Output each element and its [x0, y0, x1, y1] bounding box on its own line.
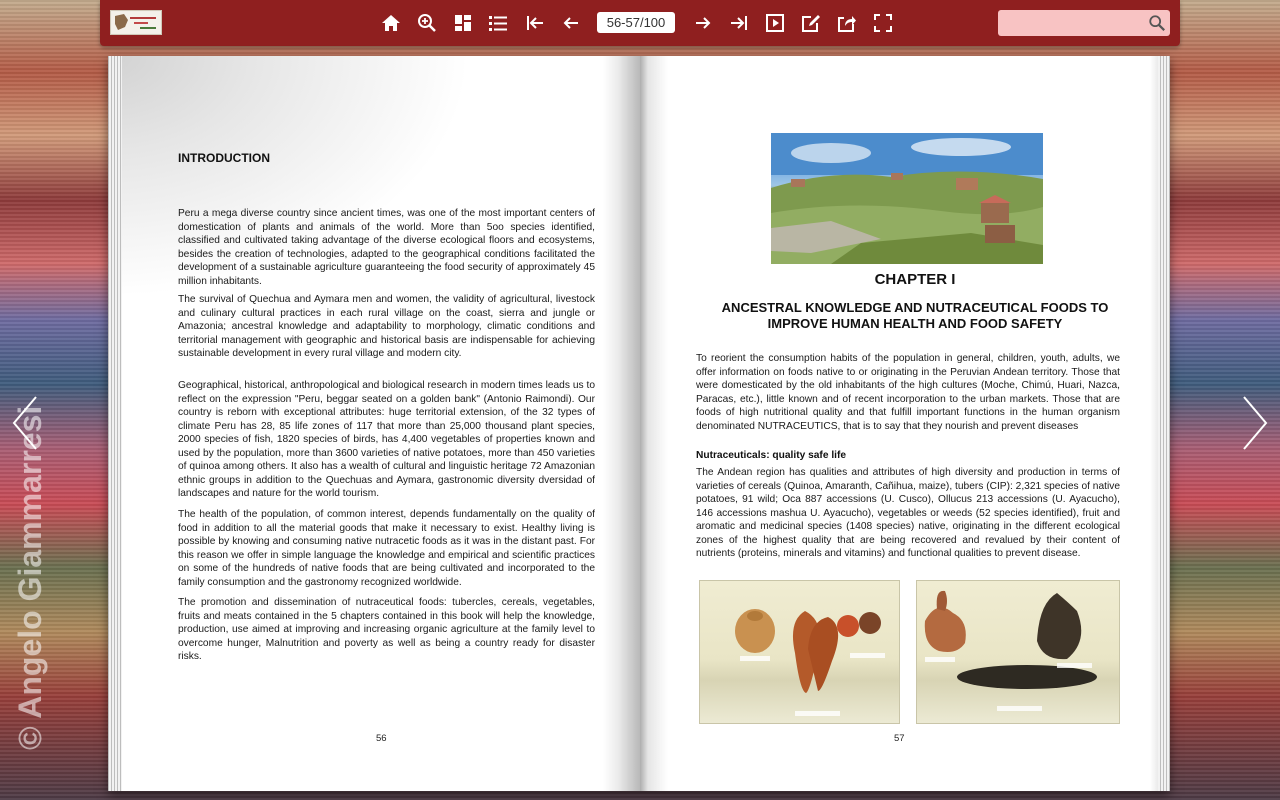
first-page-icon[interactable] [524, 12, 546, 34]
page-stack-edge [108, 56, 122, 791]
introduction-heading: INTRODUCTION [178, 151, 270, 165]
ceramics-photo-left [699, 580, 900, 724]
ceramics-image-left [700, 581, 900, 724]
fullscreen-icon[interactable] [872, 12, 894, 34]
intro-paragraph-2: The survival of Quechua and Aymara men and women, the validity of agricultural, livestock and culinary cultural practices in each rural village on the coast, sierra and jungle or Amazonia; ancestral knowledge and adaptability to morphology, climatic conditions and territorial management with geographic and historical basis are indispensable for achieving sustainable development in every rural village and modern city. [178, 294, 595, 359]
next-page-icon[interactable] [692, 12, 714, 34]
toolbar [100, 0, 1180, 46]
andean-village-photo [771, 133, 1043, 264]
intro-paragraph-1: Peru a mega diverse country since ancient times, was one of the most important centers of domestication of plants and animals of the world. More than 5oo species identified, classified and cultivated taking advantage of the diverse ecological floors and ecosystems, besides the creation of technologies, adapted to the geographical conditions facilitated the development of a sustainable agriculture guaranteeing the food security of approximately 45 million inhabitants. [178, 208, 595, 287]
previous-page-icon[interactable] [560, 12, 582, 34]
last-page-icon[interactable] [728, 12, 750, 34]
intro-paragraph-5: The promotion and dissemination of nutraceutical foods: tubercles, cereals, vegetables, fruits and meats contained in the 5 chapters contained in this book will help the knowledge, production, use aimed at improving and increasing organic agriculture at the family level to overcome hunger, Malnutrition and poverty as well as being a country ready for disaster risks. [178, 597, 595, 662]
chapter-number: CHAPTER I [874, 271, 956, 288]
search-box [998, 10, 1170, 36]
zoom-in-icon[interactable] [416, 12, 438, 34]
autoplay-icon[interactable] [764, 12, 786, 34]
share-icon[interactable] [836, 12, 858, 34]
page-number-input[interactable] [597, 12, 675, 33]
ceramics-image-right [917, 581, 1120, 724]
notes-icon[interactable] [800, 12, 822, 34]
page-stack-edge [1158, 56, 1170, 791]
intro-paragraph-3: Geographical, historical, anthropological and biological research in modern times leads us to reflect on the expression "Peru, beggar seated on a golden bank" (Antonio Raimondi). Our country is reborn with exceptional attributes: huge territorial extension, of the 32 types of climate Peru has 28, 85 life zones of 117 that more than 25,000 thousand plant species, 2000 species of fish, 1820 species of birds, has 4,400 vegetables of properties known and used by the population, more than 3600 varieties of native potatoes, more than 450 varieties of quinoa among others. It also has a wealth of cultural and linguistic heritage 72 Amazonian ethnic groups in addition to the Quechuas and Aymara, gastronomic diversity dversidad of landscapes and nature for the world tourism. [178, 380, 595, 499]
chapter-intro-paragraph: To reorient the consumption habits of the population in general, children, youth, adults, we offer information on foods native to or originating in the Peruvian Andean territory. Those that were domesticated by the old inhabitants of the high cultures (Moche, Chimú, Huari, Nazca, Paracas, etc.), little known and of recent incorporation to the urban markets. Those that are foods of high nutritional quality and that fulfill important functions in the human organism denominated NUTRACEUTICS, that is to say that they nourish and prevent diseases [696, 353, 1120, 432]
thumbnails-icon[interactable] [452, 12, 474, 34]
page-number-left: 56 [376, 733, 387, 744]
right-page[interactable] [640, 56, 1170, 791]
left-page[interactable] [108, 56, 640, 791]
copyright-watermark: © Angelo Giammarresi [12, 405, 48, 750]
home-icon[interactable] [380, 12, 402, 34]
andean-region-paragraph: The Andean region has qualities and attributes of high diversity and production in terms of varieties of cereals (Quinoa, Amaranth, Cañihua, maize), tubers (CIP): 2,321 species of native potatoes, 91 wild; Oca 887 accessions (U. Cusco), Ollucus 213 accessions (U. Ayacucho), 146 accessions mashua U. Ayacucho), vegetables or weeds (52 species identified), fruit and aromatic and medicinal species (1408 species) native, originating in the different ecological zones of the highest quality that are being recovered and revalued by their content of nutrients (proteins, minerals and vitamins) and functional qualities to prevent disease. [696, 467, 1120, 559]
intro-paragraph-4: The health of the population, of common interest, depends fundamentally on the quality of food in addition to all the material goods that make it necessary to exist. Healthy living is possible by knowing and consuming native nutracetic foods as it was in the distant past. For this reason we offer in simple language the knowledge and empirical and scientific practices on some of the hundreds of native foods that are being cultivated and incorporated to the family consumption and the gastronomy recognized worldwide. [178, 509, 595, 588]
chapter-title: ANCESTRAL KNOWLEDGE AND NUTRACEUTICAL FOODS TO IMPROVE HUMAN HEALTH AND FOOD SAFETY [721, 300, 1109, 331]
publisher-logo[interactable] [110, 10, 162, 35]
ceramics-photo-right [916, 580, 1120, 724]
table-of-contents-icon[interactable] [487, 12, 509, 34]
search-input[interactable] [1004, 13, 1148, 35]
page-number-right: 57 [894, 733, 905, 744]
landscape-image [771, 133, 1043, 264]
flipbook [108, 56, 1170, 791]
chevron-right-icon [1240, 395, 1270, 451]
search-icon[interactable] [1148, 14, 1166, 32]
logo-image [112, 12, 160, 33]
next-page-arrow[interactable] [1240, 395, 1270, 451]
nutraceuticals-subheading: Nutraceuticals: quality safe life [696, 450, 847, 461]
